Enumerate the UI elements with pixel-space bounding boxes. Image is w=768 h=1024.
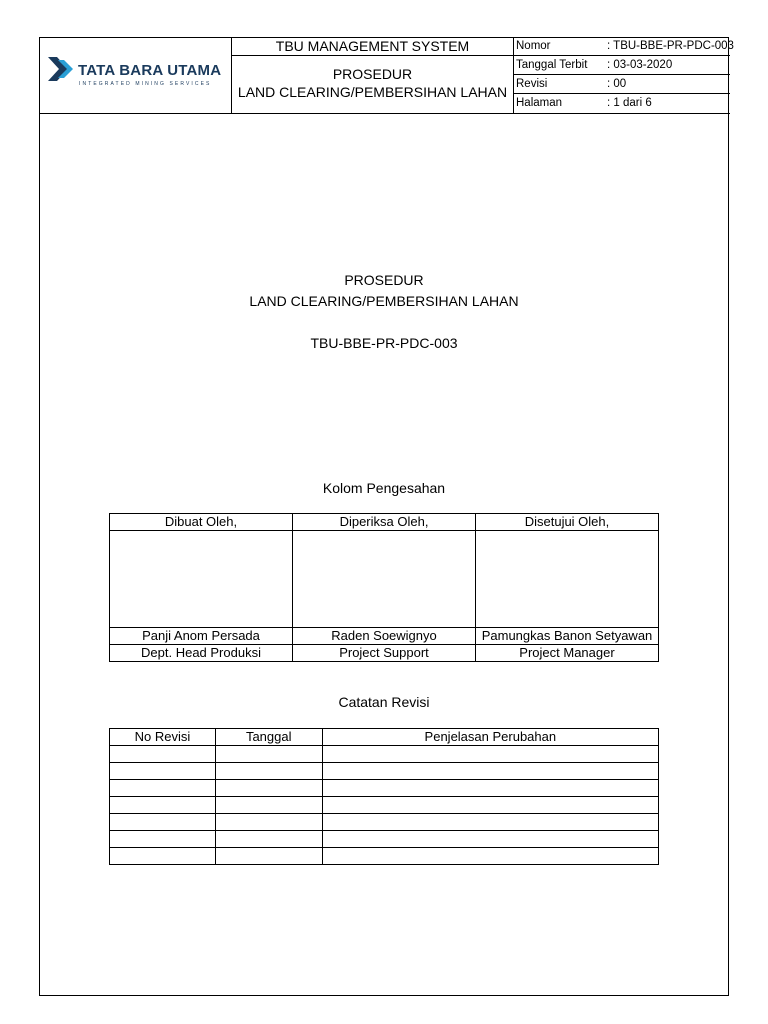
company-logo	[39, 37, 232, 113]
approver-position: Dept. Head Produksi	[110, 645, 293, 662]
signature-box	[110, 531, 293, 628]
meta-label: Revisi	[516, 78, 548, 90]
approval-position-row	[110, 645, 659, 662]
column-header: No Revisi	[110, 729, 216, 746]
approver-name: Pamungkas Banon Setyawan	[476, 628, 659, 645]
revision-cell	[110, 814, 216, 831]
meta-row-halaman	[514, 94, 730, 113]
revision-cell	[322, 797, 658, 814]
approval-name-row	[110, 628, 659, 645]
revision-cell	[322, 831, 658, 848]
header-doc-type: PROSEDUR	[332, 66, 413, 82]
revision-cell	[110, 763, 216, 780]
signature-box	[476, 531, 659, 628]
meta-value: : TBU-BBE-PR-PDC-003	[607, 40, 734, 52]
signature-box	[293, 531, 476, 628]
revision-heading: Catatan Revisi	[338, 694, 430, 710]
logo-name: TATA BARA UTAMA	[78, 62, 222, 79]
meta-row-nomor	[514, 37, 734, 56]
logo-tagline: INTEGRATED MINING SERVICES	[79, 81, 212, 87]
approver-position: Project Support	[293, 645, 476, 662]
revision-cell	[110, 848, 216, 865]
column-header: Tanggal	[215, 729, 322, 746]
revision-table	[109, 728, 659, 865]
revision-cell	[322, 814, 658, 831]
approval-role: Dibuat Oleh,	[110, 514, 293, 531]
revision-row	[110, 746, 659, 763]
revision-header-row	[110, 729, 659, 746]
meta-value: : 00	[607, 78, 627, 90]
meta-label: Halaman	[516, 97, 563, 109]
revision-cell	[215, 848, 322, 865]
document-meta	[513, 37, 734, 113]
revision-cell	[322, 746, 658, 763]
revision-cell	[110, 746, 216, 763]
revision-cell	[215, 763, 322, 780]
meta-label: Tanggal Terbit	[516, 59, 588, 71]
system-title: TBU MANAGEMENT SYSTEM	[232, 37, 513, 56]
revision-row	[110, 763, 659, 780]
meta-label: Nomor	[516, 40, 551, 52]
revision-cell	[110, 831, 216, 848]
revision-cell	[215, 814, 322, 831]
meta-value: : 1 dari 6	[607, 97, 652, 109]
meta-row-tanggal-terbit	[514, 56, 730, 75]
approval-role-row	[110, 514, 659, 531]
revision-cell	[215, 831, 322, 848]
revision-cell	[110, 780, 216, 797]
revision-row	[110, 780, 659, 797]
header-doc-title	[232, 56, 513, 113]
revision-row	[110, 797, 659, 814]
approver-name: Raden Soewignyo	[293, 628, 476, 645]
revision-cell	[322, 763, 658, 780]
doc-code: TBU-BBE-PR-PDC-003	[310, 335, 458, 351]
meta-value: : 03-03-2020	[607, 59, 673, 71]
revision-cell	[322, 780, 658, 797]
approval-role: Diperiksa Oleh,	[293, 514, 476, 531]
revision-cell	[215, 797, 322, 814]
revision-row	[110, 814, 659, 831]
doc-title-name: LAND CLEARING/PEMBERSIHAN LAHAN	[249, 293, 519, 309]
document-header	[39, 37, 734, 114]
revision-row	[110, 848, 659, 865]
revision-row	[110, 831, 659, 848]
revision-cell	[215, 746, 322, 763]
approver-position: Project Manager	[476, 645, 659, 662]
signature-row	[110, 531, 659, 628]
approval-role: Disetujui Oleh,	[476, 514, 659, 531]
logo-chevron-icon	[48, 57, 74, 81]
column-header: Penjelasan Perubahan	[322, 729, 658, 746]
revision-cell	[215, 780, 322, 797]
header-divider	[39, 113, 730, 114]
revision-cell	[110, 797, 216, 814]
revision-cell	[322, 848, 658, 865]
header-doc-name: LAND CLEARING/PEMBERSIHAN LAHAN	[237, 84, 508, 100]
approval-heading: Kolom Pengesahan	[322, 480, 446, 496]
meta-row-revisi	[514, 75, 730, 94]
doc-title-type: PROSEDUR	[344, 272, 424, 288]
approval-table	[109, 513, 659, 662]
approver-name: Panji Anom Persada	[110, 628, 293, 645]
